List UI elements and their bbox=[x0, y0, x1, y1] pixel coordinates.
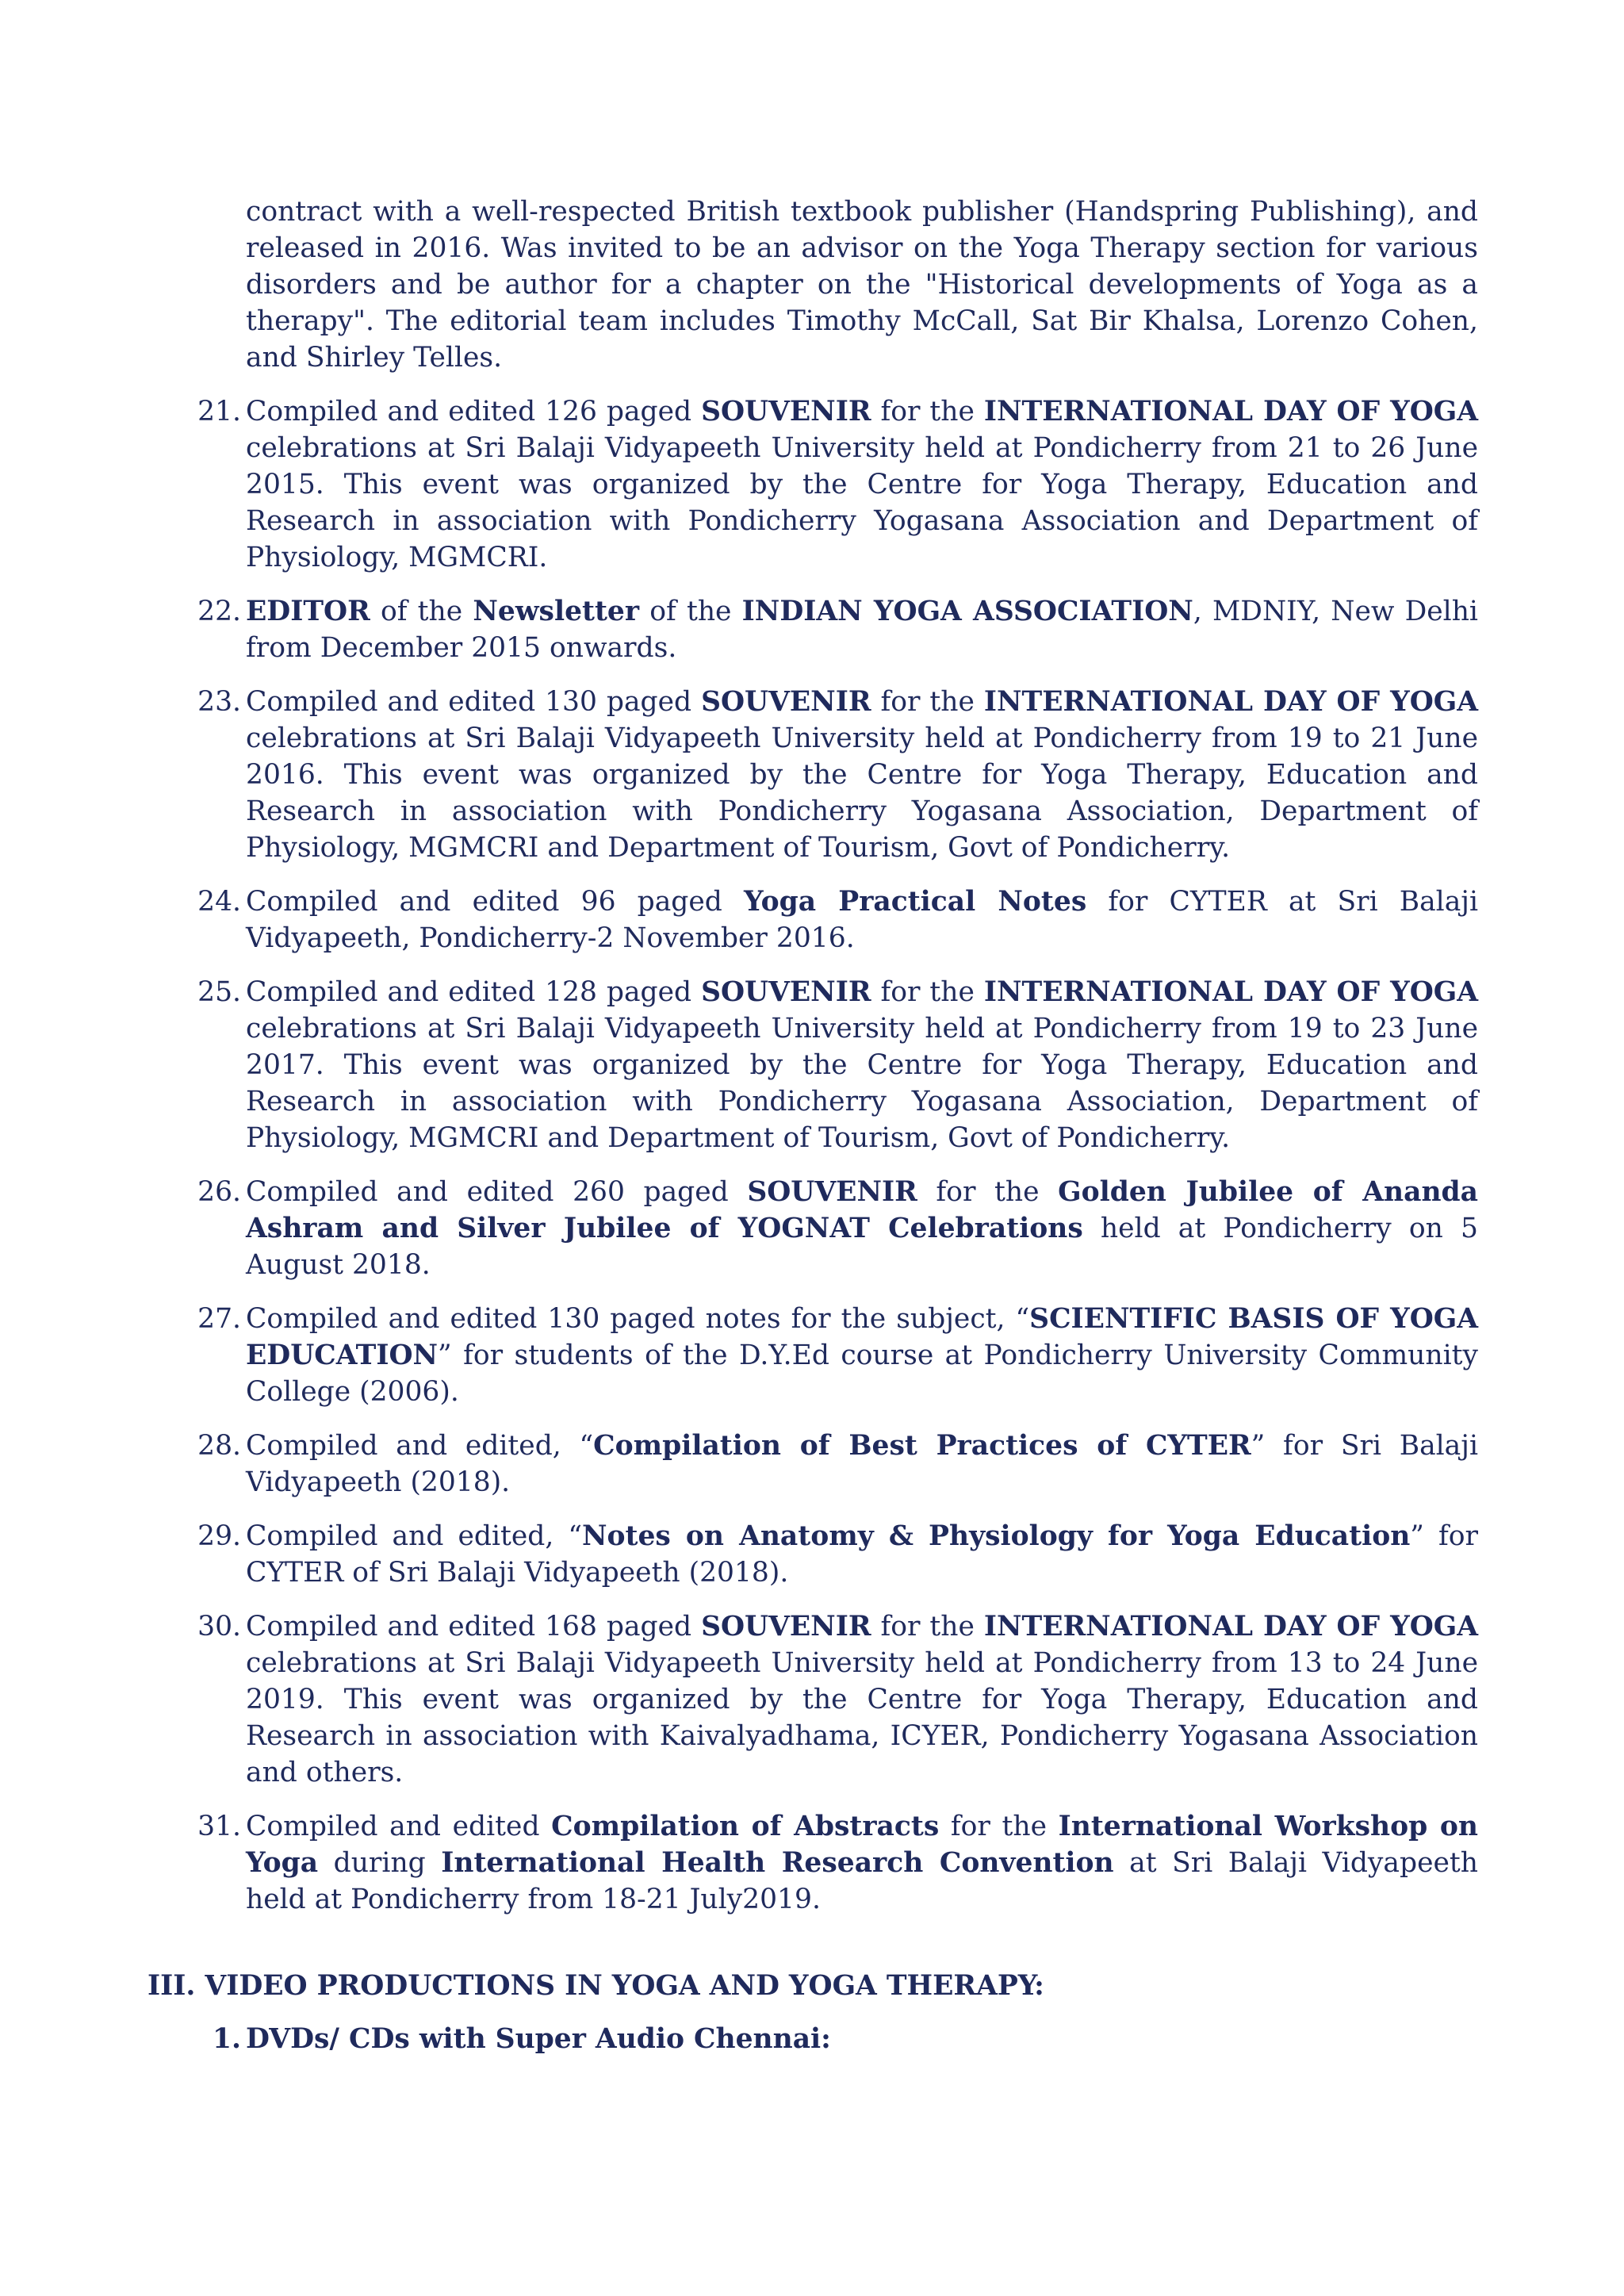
text-run: Compiled and edited, “ bbox=[246, 1430, 594, 1462]
text-run: ” for Sri Balaji Vidyapeeth (2018). bbox=[246, 1430, 1478, 1498]
list-item-text bbox=[246, 593, 1478, 666]
list-item bbox=[197, 393, 1478, 576]
text-run: celebrations at Sri Balaji Vidyapeeth University held at Pondicherry from 19 to 23 June 2017. This event was organized by the Centre for Yoga Therapy, Education and Research in association with Pondicherry Yogasana Association, Department of Physiology, MGMCRI and Department of Tourism, Govt of Pondicherry. bbox=[246, 1013, 1478, 1154]
text-run: Compiled and edited bbox=[246, 1811, 552, 1842]
content-column bbox=[197, 194, 1479, 1935]
bold-text: Golden Jubilee of Ananda Ashram and Silver Jubilee of YOGNAT Celebrations bbox=[246, 1176, 1479, 1244]
bold-text: International Workshop on Yoga bbox=[246, 1811, 1478, 1879]
list-item-number: 23. bbox=[197, 686, 241, 718]
bold-text: INTERNATIONAL DAY OF YOGA bbox=[983, 1611, 1478, 1642]
subsection-heading bbox=[212, 2021, 831, 2057]
bold-text: SOUVENIR bbox=[701, 396, 871, 427]
text-run: celebrations at Sri Balaji Vidyapeeth University held at Pondicherry from 21 to 26 June 2015. This event was organized by the Centre for Yoga Therapy, Education and Research in association with Pondicherry Yogasana Association and Department of Physiology, MGMCRI. bbox=[246, 432, 1478, 573]
list-item bbox=[197, 1608, 1478, 1791]
text-run: during bbox=[318, 1847, 442, 1879]
list-item-number: 31. bbox=[197, 1811, 241, 1842]
list-item-text bbox=[246, 974, 1478, 1156]
list-item-text bbox=[246, 1808, 1478, 1918]
bold-text: SOUVENIR bbox=[701, 976, 871, 1008]
list-item-text bbox=[246, 884, 1478, 956]
list-item-text bbox=[246, 1518, 1478, 1591]
list-item bbox=[197, 1518, 1478, 1591]
text-run: Compiled and edited 126 paged bbox=[246, 396, 702, 427]
bold-text: International Health Research Convention bbox=[441, 1847, 1114, 1879]
list-item-number: 29. bbox=[197, 1520, 241, 1552]
list-item-number: 28. bbox=[197, 1430, 241, 1462]
list-item-number: 30. bbox=[197, 1611, 241, 1642]
subsection-number: 1. bbox=[212, 2023, 241, 2055]
text-run: Compiled and edited 168 paged bbox=[246, 1611, 702, 1642]
bold-text: SOUVENIR bbox=[747, 1176, 917, 1208]
list-item bbox=[197, 593, 1478, 666]
bold-text: INDIAN YOGA ASSOCIATION bbox=[741, 596, 1193, 627]
list-item bbox=[197, 974, 1478, 1156]
publication-list bbox=[197, 393, 1479, 1918]
text-run: Compiled and edited 96 paged bbox=[246, 886, 744, 918]
text-run: for the bbox=[871, 396, 984, 427]
text-run: of the bbox=[370, 596, 473, 627]
text-run: for the bbox=[871, 1611, 984, 1642]
text-run: Compiled and edited, “ bbox=[246, 1520, 582, 1552]
list-item-text bbox=[246, 684, 1478, 866]
text-run: Compiled and edited 130 paged bbox=[246, 686, 702, 718]
list-item-number: 21. bbox=[197, 396, 241, 427]
list-item-number: 24. bbox=[197, 886, 241, 918]
bold-text: INTERNATIONAL DAY OF YOGA bbox=[983, 686, 1478, 718]
list-item-text bbox=[246, 1608, 1478, 1791]
bold-text: Notes on Anatomy & Physiology for Yoga Education bbox=[581, 1520, 1411, 1552]
text-run: for the bbox=[871, 686, 984, 718]
intro-paragraph: contract with a well-respected British textbook publisher (Handspring Publishing), and released in 2016. Was invited to be an advisor on the Yoga Therapy section for various disorders and be author for a chapter on the "Historical developments of Yoga as a therapy". The editorial team includes Timothy McCall, Sat Bir Khalsa, Lorenzo Cohen, and Shirley Telles. bbox=[246, 196, 1478, 374]
bold-text: SOUVENIR bbox=[701, 686, 871, 718]
bold-text: Newsletter bbox=[473, 596, 640, 627]
subsection-title: DVDs/ CDs with Super Audio Chennai: bbox=[246, 2023, 831, 2055]
list-item bbox=[197, 1301, 1478, 1410]
list-item bbox=[197, 1174, 1479, 1283]
bold-text: INTERNATIONAL DAY OF YOGA bbox=[983, 396, 1478, 427]
text-run: at Sri Balaji Vidyapeeth held at Pondicherry from 18-21 July2019. bbox=[246, 1847, 1478, 1915]
text-run: celebrations at Sri Balaji Vidyapeeth University held at Pondicherry from 19 to 21 June 2016. This event was organized by the Centre for Yoga Therapy, Education and Research in association with Pondicherry Yogasana Association, Department of Physiology, MGMCRI and Department of Tourism, Govt of Pondicherry. bbox=[246, 723, 1478, 864]
text-run: Compiled and edited 130 paged notes for the subject, “ bbox=[246, 1303, 1030, 1335]
text-run: for the bbox=[917, 1176, 1059, 1208]
text-run: , MDNIY, New Delhi from December 2015 onwards. bbox=[246, 596, 1478, 664]
list-item bbox=[197, 684, 1478, 866]
section-heading: III. VIDEO PRODUCTIONS IN YOGA AND YOGA THERAPY: bbox=[147, 1970, 1044, 2002]
text-run: celebrations at Sri Balaji Vidyapeeth University held at Pondicherry from 13 to 24 June 2019. This event was organized by the Centre for Yoga Therapy, Education and Research in association with Kaivalyadhama, ICYER, Pondicherry Yogasana Association and others. bbox=[246, 1647, 1478, 1788]
list-item bbox=[197, 884, 1478, 956]
text-run: ” for students of the D.Y.Ed course at Pondicherry University Community College (2006). bbox=[246, 1340, 1478, 1408]
list-item-number: 27. bbox=[197, 1303, 241, 1335]
list-item-text bbox=[246, 1174, 1478, 1283]
bold-text: SOUVENIR bbox=[701, 1611, 871, 1642]
bold-text: Compilation of Best Practices of CYTER bbox=[593, 1430, 1251, 1462]
list-item bbox=[197, 1428, 1478, 1501]
list-item-number: 26. bbox=[197, 1176, 241, 1208]
text-run: for CYTER at Sri Balaji Vidyapeeth, Pondicherry-2 November 2016. bbox=[246, 886, 1478, 954]
list-item-text bbox=[246, 1301, 1478, 1410]
bold-text: INTERNATIONAL DAY OF YOGA bbox=[983, 976, 1478, 1008]
text-run: of the bbox=[639, 596, 742, 627]
text-run: for the bbox=[939, 1811, 1059, 1842]
text-run: Compiled and edited 260 paged bbox=[246, 1176, 748, 1208]
list-item-number: 22. bbox=[197, 596, 241, 627]
bold-text: Yoga Practical Notes bbox=[743, 886, 1087, 918]
list-item bbox=[197, 1808, 1478, 1918]
text-run: ” for CYTER of Sri Balaji Vidyapeeth (2018). bbox=[246, 1520, 1478, 1589]
bold-text: SCIENTIFIC BASIS OF YOGA EDUCATION bbox=[246, 1303, 1478, 1371]
list-item-text bbox=[246, 1428, 1478, 1501]
bold-text: EDITOR bbox=[246, 596, 370, 627]
text-run: for the bbox=[871, 976, 984, 1008]
text-run: held at Pondicherry on 5 August 2018. bbox=[246, 1213, 1478, 1281]
list-item-text bbox=[246, 393, 1478, 576]
bold-text: Compilation of Abstracts bbox=[551, 1811, 940, 1842]
text-run: Compiled and edited 128 paged bbox=[246, 976, 702, 1008]
list-item-number: 25. bbox=[197, 976, 241, 1008]
